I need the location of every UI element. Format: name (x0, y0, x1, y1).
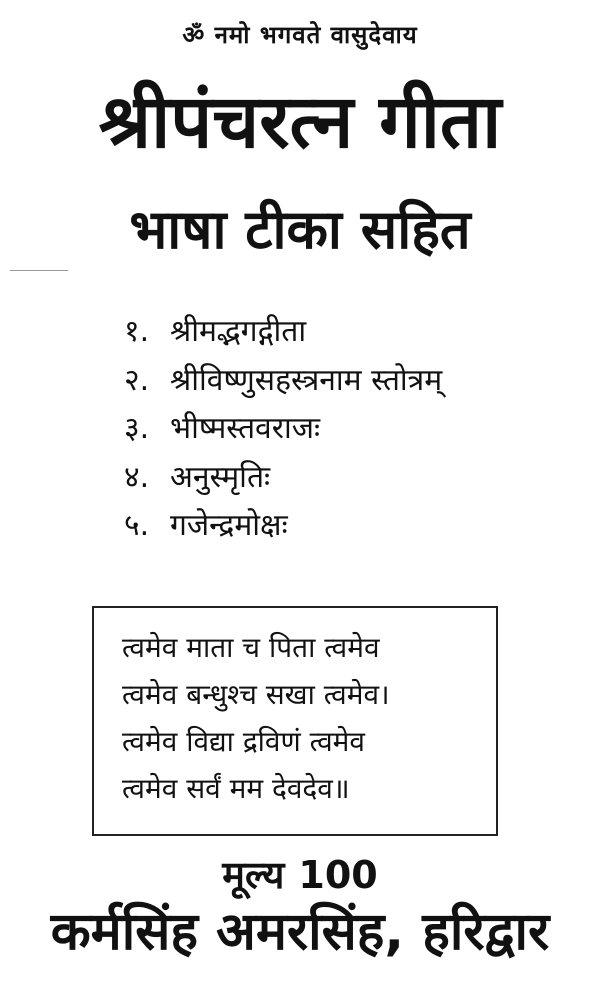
item-text: श्रीविष्णुसहस्त्रनाम स्तोत्रम् (170, 362, 443, 398)
item-text: अनुस्मृतिः (170, 459, 271, 495)
list-item (124, 502, 442, 551)
verse-line: त्वमेव बन्धुश्च सखा त्वमेव। (122, 678, 390, 711)
list-item (124, 405, 442, 454)
page-title: श्रीपंचरत्न गीता (98, 79, 502, 165)
price-value: 100 (298, 853, 378, 897)
divider-line (10, 270, 68, 271)
invocation-line: ॐ नमो भगवते वासुदेवाय (182, 21, 418, 49)
list-item (124, 357, 442, 406)
verse-box (92, 606, 498, 836)
item-number: २. (124, 362, 150, 398)
verse-line: त्वमेव विद्या द्रविणं त्वमेव (122, 725, 365, 758)
item-number: ३. (124, 411, 150, 446)
list-item (124, 308, 442, 357)
item-number: ४. (124, 459, 150, 495)
price-label: मूल्य (222, 853, 285, 897)
contents-list (124, 308, 442, 551)
verse-line: त्वमेव सर्वं मम देवदेव॥ (122, 772, 350, 805)
verse-line: त्वमेव माता च पिता त्वमेव (122, 631, 380, 664)
publisher-name: कर्मसिंह अमरसिंह, हरिद्वार (50, 902, 550, 962)
item-text: गजेन्द्रमोक्षः (170, 508, 288, 543)
price (0, 848, 600, 900)
subtitle: भाषा टीका सहित (129, 198, 471, 261)
item-text: भीष्मस्तवराजः (170, 411, 321, 446)
list-item (124, 454, 442, 503)
item-number: ५. (124, 508, 150, 543)
item-text: श्रीमद्भगद्गीता (170, 314, 307, 349)
item-number: १. (124, 314, 150, 349)
